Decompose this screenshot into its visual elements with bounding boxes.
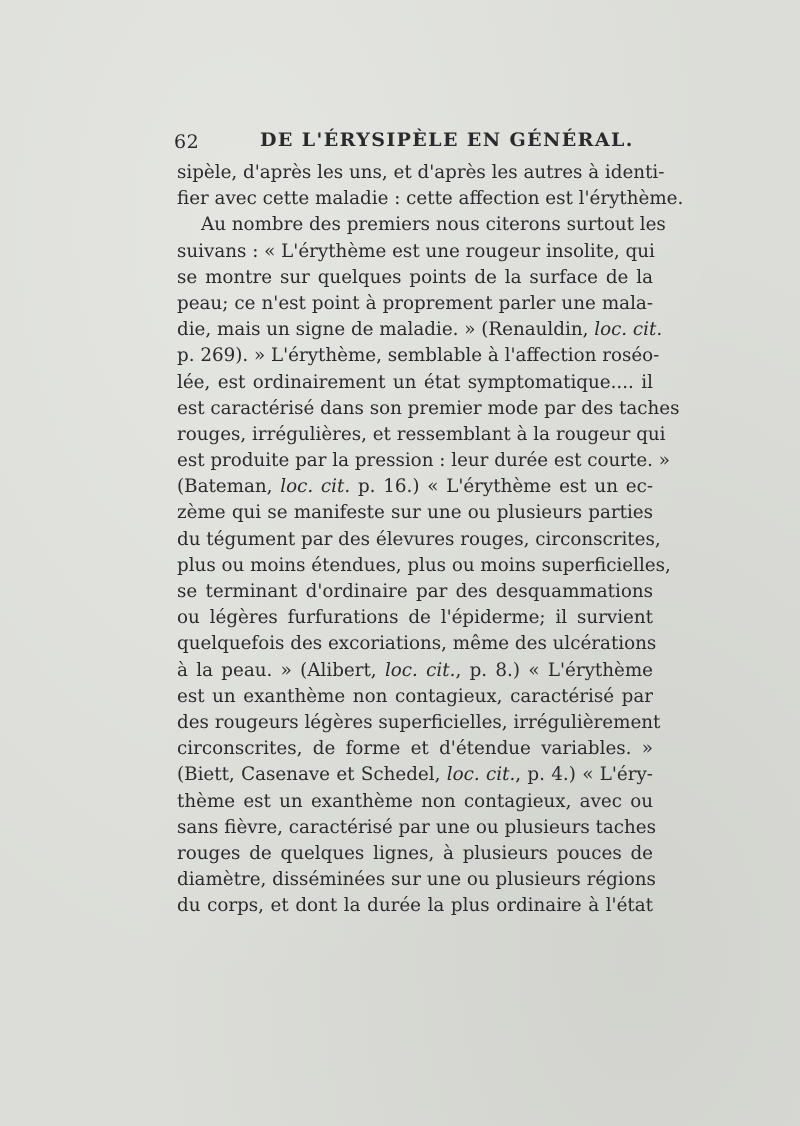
text-line: thème est un exanthème non contagieux, avec ou (177, 790, 653, 812)
text-line: sans fièvre, caractérisé par une ou plusieurs taches (177, 816, 656, 838)
text-line: se montre sur quelques points de la surface de la (177, 266, 653, 288)
text-line: du tégument par des élevures rouges, circonscrites, (177, 528, 661, 550)
running-title: DE L'ÉRYSIPÈLE EN GÉNÉRAL. (260, 129, 634, 151)
text-line: plus ou moins étendues, plus ou moins superficielles, (177, 554, 671, 576)
page-header (174, 129, 654, 159)
text-line: diamètre, disséminées sur une ou plusieurs régions (177, 869, 656, 891)
page-number: 62 (174, 131, 200, 153)
text-line: se terminant d'ordinaire par des desquammations (177, 581, 653, 602)
text-line: fier avec cette maladie : cette affection est l'érythème. (177, 188, 684, 210)
text-line: peau; ce n'est point à proprement parler une mala- (177, 292, 653, 314)
text-line: est caractérisé dans son premier mode par des taches (177, 397, 680, 419)
body-text (177, 160, 684, 919)
text-line: circonscrites, de forme et d'étendue variables. » (177, 738, 653, 760)
text-line: (Bateman, loc. cit. p. 16.) « L'érythème est un ec- (177, 476, 653, 498)
text-line: (Biett, Casenave et Schedel, loc. cit., p. 4.) « L'éry- (177, 764, 653, 786)
text-line: suivans : « L'érythème est une rougeur insolite, qui (177, 240, 655, 262)
text-line: quelquefois des excoriations, même des ulcérations (177, 633, 657, 655)
text-line: zème qui se manifeste sur une ou plusieurs parties (177, 502, 653, 524)
text-line: p. 269). » L'érythème, semblable à l'affection roséo- (177, 345, 660, 367)
italic-citation: loc. cit. (384, 659, 456, 681)
text-line: est produite par la pression : leur durée est courte. » (177, 450, 670, 472)
text-line: du corps, et dont la durée la plus ordinaire à l'état (177, 895, 653, 917)
text-line: est un exanthème non contagieux, caractérisé par (177, 685, 653, 707)
text-line: die, mais un signe de maladie. » (Renauldin, loc. cit. (177, 319, 663, 341)
italic-citation: loc. cit. (446, 764, 516, 786)
text-line: Au nombre des premiers nous citerons surtout les (201, 214, 666, 236)
text-line: rouges, irrégulières, et ressemblant à la rougeur qui (177, 423, 666, 445)
italic-citation: loc. cit. (594, 319, 663, 341)
text-line: des rougeurs légères superficielles, irrégulièrement (177, 711, 661, 733)
text-line: à la peau. » (Alibert, loc. cit., p. 8.) « L'érythème (177, 659, 653, 681)
text-line: lée, est ordinairement un état symptomatique.... il (177, 371, 653, 393)
text-line: rouges de quelques lignes, à plusieurs pouces de (177, 842, 653, 864)
italic-citation: loc. cit. (280, 476, 351, 498)
text-line: sipèle, d'après les uns, et d'après les autres à identi- (177, 162, 665, 183)
text-line: ou légères furfurations de l'épiderme; il survient (177, 607, 653, 629)
